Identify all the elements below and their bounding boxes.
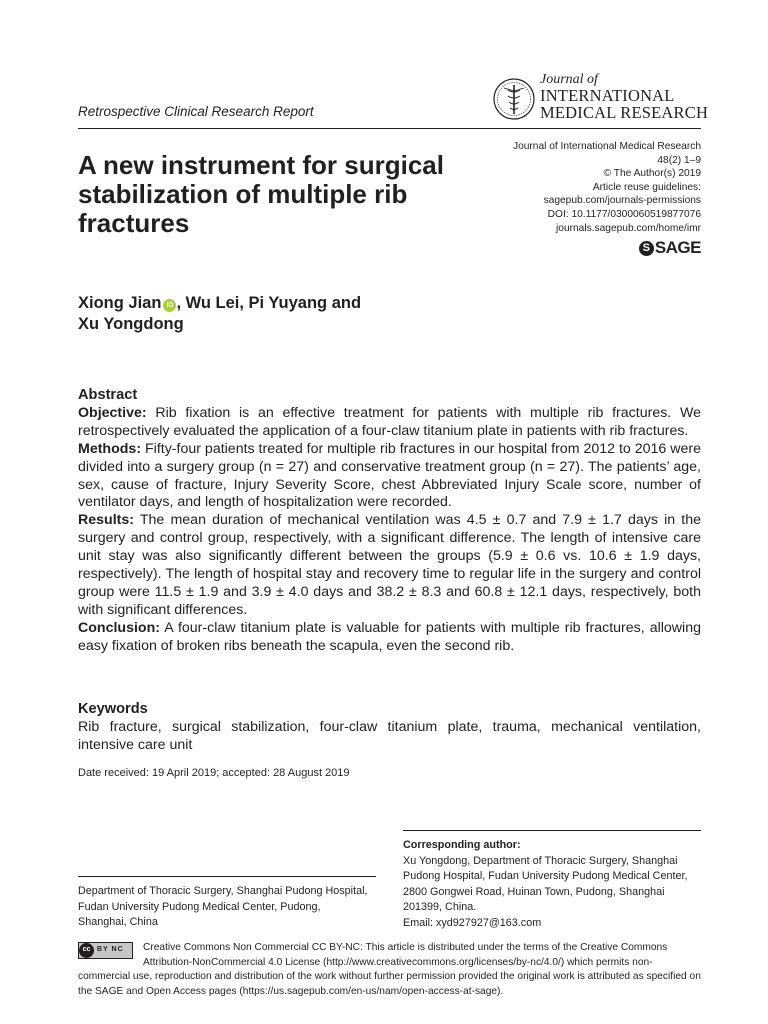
- author-first: Xiong Jian: [78, 294, 162, 312]
- objective-text: Rib fixation is an effective treatment for patients with multiple rib fractures. We retrospectively evaluated the application of a four-claw titanium plate in patients with rib fractures.: [78, 404, 701, 439]
- objective-label: Objective:: [78, 404, 147, 421]
- results-label: Results:: [78, 512, 134, 529]
- logo-journal-of: Journal of: [540, 72, 598, 87]
- keywords-heading: Keywords: [78, 701, 148, 717]
- article-metadata: [513, 140, 701, 235]
- license-notice: [78, 941, 701, 999]
- keywords-text: Rib fracture, surgical stabilization, four-claw titanium plate, trauma, mechanical ventilation, intensive care unit: [78, 718, 701, 753]
- cc-terms: BY NC: [97, 946, 124, 954]
- abstract-methods: [78, 441, 701, 513]
- license-text: Creative Commons Non Commercial CC BY-NC: This article is distributed under the terms of the Creative Commons Attribution-NonCommercial 4.0 License (http://www.creativecommons.org/licenses/by-nc/4.0/) which permits non-commercial use, reproduction and distribution of the work without further permission provided the original work is attributed as specified on the SAGE and Open Access pages (https://us.sagepub.com/en-us/nam/open-access-at-sage).: [78, 942, 701, 997]
- article-title: A new instrument for surgical stabilization of multiple rib fractures: [78, 150, 444, 238]
- logo-line-1: INTERNATIONAL: [540, 86, 675, 105]
- conclusion-label: Conclusion:: [78, 619, 160, 636]
- corresponding-email[interactable]: Email: xyd927927@163.com: [403, 916, 542, 929]
- abstract-section: [78, 387, 701, 656]
- publisher-logo: [639, 238, 701, 258]
- author-rest: , Wu Lei, Pi Yuyang and: [176, 294, 362, 312]
- logo-line-2: MEDICAL RESEARCH: [540, 103, 709, 122]
- report-type: Retrospective Clinical Research Report: [78, 104, 314, 119]
- cc-circle-icon: cc: [79, 943, 94, 958]
- methods-label: Methods:: [78, 440, 142, 457]
- sage-badge-icon: S: [639, 241, 654, 256]
- cc-by-nc-badge-icon[interactable]: [78, 942, 133, 959]
- author-last: Xu Yongdong: [78, 315, 184, 333]
- author-list: [78, 293, 428, 335]
- header-rule: [78, 128, 701, 129]
- meta-home-link[interactable]: journals.sagepub.com/home/imr: [556, 222, 701, 234]
- affiliation: Department of Thoracic Surgery, Shanghai Pudong Hospital, Fudan University Pudong Medical Center, Pudong, Shanghai, China: [78, 885, 368, 929]
- meta-copyright: © The Author(s) 2019: [603, 168, 701, 180]
- keywords-section: [78, 701, 701, 755]
- abstract-results: [78, 512, 701, 619]
- corresponding-body: Xu Yongdong, Department of Thoracic Surgery, Shanghai Pudong Hospital, Fudan University Pudong Medical Center, 2800 Gongwei Road, Huinan Town, Pudong, Shanghai 201399, China.: [403, 854, 688, 914]
- abstract-objective: [78, 405, 701, 441]
- orcid-icon[interactable]: iD: [163, 299, 176, 312]
- corresponding-author: [403, 838, 703, 932]
- meta-reuse: Article reuse guidelines:: [592, 181, 701, 193]
- sage-wordmark: SAGE: [654, 238, 701, 257]
- meta-doi[interactable]: DOI: 10.1177/0300060519877076: [547, 208, 701, 220]
- meta-permissions-link[interactable]: sagepub.com/journals-permissions: [543, 195, 701, 207]
- results-text: The mean duration of mechanical ventilation was 4.5 ± 0.7 and 7.9 ± 1.7 days in the surgery and control group, respectively, with a significant difference. The length of intensive care unit stay was also significantly different between the groups (5.9 ± 0.6 vs. 10.6 ± 1.9 days, respectively). The length of hospital stay and recovery time to regular life in the surgery and control group were 11.5 ± 1.9 and 3.9 ± 4.0 days and 38.2 ± 8.3 and 60.8 ± 12.1 days, respectively, both with significant differences.: [78, 512, 701, 618]
- methods-text: Fifty-four patients treated for multiple rib fractures in our hospital from 2012 to 2016 were divided into a surgery group (n = 27) and conservative treatment group (n = 27). The patients’ age, sex, cause of fracture, Injury Severity Score, chest Abbreviated Injury Scale score, number of ventilator days, and length of hospitalization were recorded.: [78, 440, 701, 511]
- corresponding-rule: [403, 830, 701, 831]
- received-dates: Date received: 19 April 2019; accepted: 28 August 2019: [78, 767, 350, 779]
- journal-logo: [492, 72, 707, 128]
- abstract-conclusion: [78, 620, 701, 656]
- meta-volume: 48(2) 1–9: [657, 154, 701, 166]
- conclusion-text: A four-claw titanium plate is valuable for patients with multiple rib fractures, allowing easy fixation of broken ribs beneath the scapula, even the second rib.: [78, 619, 701, 654]
- meta-journal: Journal of International Medical Research: [512, 141, 701, 152]
- journal-seal-icon: [492, 76, 536, 122]
- abstract-heading: Abstract: [78, 387, 138, 403]
- corresponding-heading: Corresponding author:: [403, 839, 521, 851]
- affiliation-rule: [78, 876, 376, 877]
